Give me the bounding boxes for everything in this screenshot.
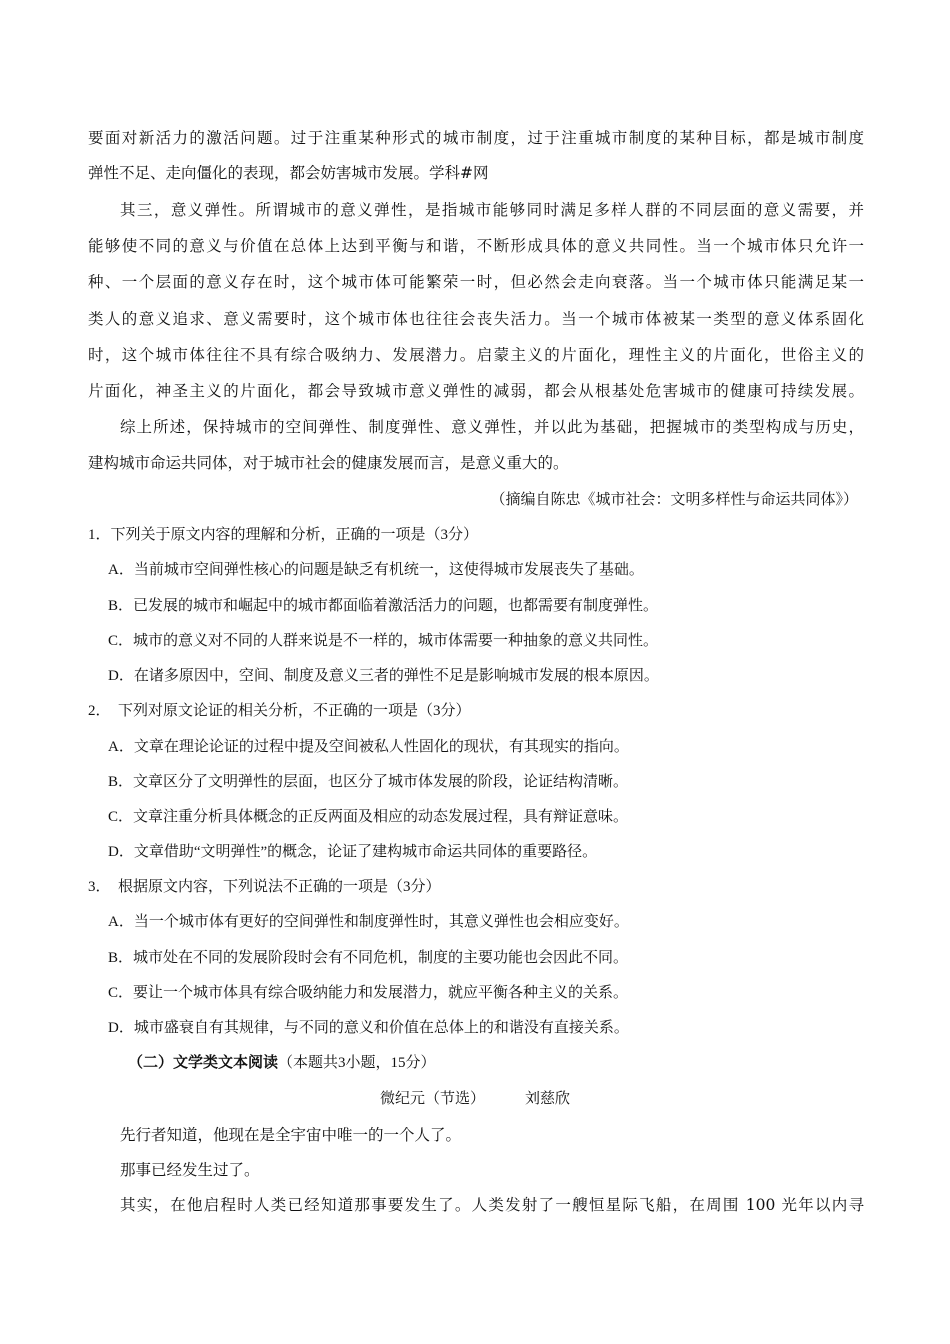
- passage-line: 综上所述，保持城市的空间弹性、制度弹性、意义弹性，并以此为基础，把握城市的类型构成与历史，: [120, 418, 864, 436]
- story-title-line: [0, 1089, 950, 1109]
- question-option: D．文章借助“文明弹性”的概念，论证了建构城市命运共同体的重要路径。: [108, 844, 598, 860]
- question-stem: 3． 根据原文内容，下列说法不正确的一项是（3分）: [88, 879, 441, 895]
- question-option: B．城市处在不同的发展阶段时会有不同危机，制度的主要功能也会因此不同。: [108, 950, 629, 966]
- passage-line: 其三，意义弹性。所谓城市的意义弹性，是指城市能够同时满足多样人群的不同层面的意义需要，并: [120, 201, 864, 219]
- passage-line: 建构城市命运共同体，对于城市社会的健康发展而言，是意义重大的。: [88, 454, 569, 472]
- story-line: 其实，在他启程时人类已经知道那事要发生了。人类发射了一艘恒星际飞船，在周围 100 光年以内寻: [120, 1196, 864, 1214]
- question-option: C．要让一个城市体具有综合吸纳能力和发展潜力，就应平衡各种主义的关系。: [108, 985, 629, 1001]
- passage-line: 能够使不同的意义与价值在总体上达到平衡与和谐，不断形成具体的意义共同性。当一个城市体只允许一: [88, 237, 864, 255]
- question-option: C．城市的意义对不同的人群来说是不一样的，城市体需要一种抽象的意义共同性。: [108, 633, 659, 649]
- section-note: （本题共3小题，15分）: [278, 1055, 436, 1071]
- question-option: A．文章在理论论证的过程中提及空间被私人性固化的现状，有其现实的指向。: [108, 739, 629, 755]
- passage-line: 种、一个层面的意义存在时，这个城市体可能繁荣一时，但必然会走向衰落。当一个城市体只能满足某一: [88, 273, 864, 291]
- question-stem: 1．下列关于原文内容的理解和分析，正确的一项是（3分）: [88, 527, 479, 543]
- question-option: D．城市盛衰自有其规律，与不同的意义和价值在总体上的和谐没有直接关系。: [108, 1020, 629, 1036]
- passage-line: 要面对新活力的激活问题。过于注重某种形式的城市制度，过于注重城市制度的某种目标，都是城市制度: [88, 129, 864, 147]
- question-option: C．文章注重分析具体概念的正反两面及相应的动态发展过程，具有辩证意味。: [108, 809, 629, 825]
- question-option: A．当前城市空间弹性核心的问题是缺乏有机统一，这使得城市发展丧失了基础。: [108, 562, 644, 578]
- story-line: 先行者知道，他现在是全宇宙中唯一的一个人了。: [120, 1126, 462, 1144]
- passage-source: （摘编自陈忠《城市社会：文明多样性与命运共同体》）: [490, 492, 858, 508]
- passage-line: 时，这个城市体往往不具有综合吸纳力、发展潜力。启蒙主义的片面化，理性主义的片面化，世俗主义的: [88, 346, 864, 364]
- story-author: 刘慈欣: [525, 1091, 571, 1107]
- question-option: A．当一个城市体有更好的空间弹性和制度弹性时，其意义弹性也会相应变好。: [108, 914, 629, 930]
- question-option: D．在诸多原因中，空间、制度及意义三者的弹性不足是影响城市发展的根本原因。: [108, 668, 659, 684]
- section-title: （二）文学类文本阅读: [128, 1055, 279, 1071]
- passage-line: 类人的意义追求、意义需要时，这个城市体也往往会丧失活力。当一个城市体被某一类型的意义体系固化: [88, 310, 864, 328]
- question-option: B．文章区分了文明弹性的层面，也区分了城市体发展的阶段，论证结构清晰。: [108, 774, 629, 790]
- section-heading: [128, 1053, 436, 1073]
- story-title: 微纪元（节选）: [379, 1091, 485, 1107]
- question-option: B．已发展的城市和崛起中的城市都面临着激活活力的问题，也都需要有制度弹性。: [108, 598, 659, 614]
- passage-line: 片面化，神圣主义的片面化，都会导致城市意义弹性的减弱，都会从根基处危害城市的健康可持续发展。: [88, 382, 864, 400]
- question-stem: 2． 下列对原文论证的相关分析，不正确的一项是（3分）: [88, 703, 471, 719]
- passage-line: 弹性不足、走向僵化的表现，都会妨害城市发展。学科#网: [88, 164, 489, 182]
- story-line: 那事已经发生过了。: [120, 1161, 260, 1179]
